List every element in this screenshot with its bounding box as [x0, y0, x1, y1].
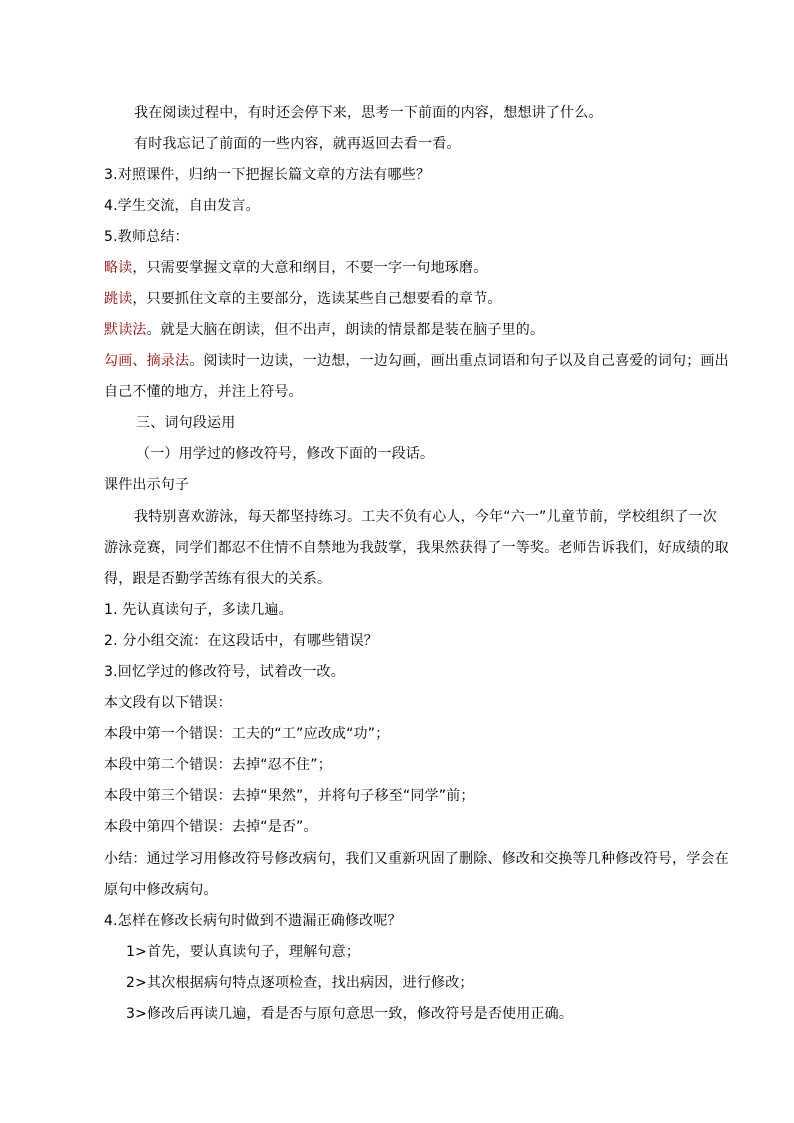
tip-2: 2>其次根据病句特点逐项检查，找出病因，进行修改； — [126, 975, 474, 991]
errors-intro: 本文段有以下错误： — [104, 695, 232, 711]
courseware-sentence-label: 课件出示句子 — [104, 477, 190, 493]
method-jump-read — [104, 290, 722, 308]
method-silent-read-term: 默读法 — [104, 322, 147, 338]
paragraph-reading-return: 有时我忘记了前面的一些内容，就再返回去看一看。 — [134, 136, 461, 152]
method-jump-read-term: 跳读 — [104, 291, 133, 307]
subsection-heading-revision-marks: （一）用学过的修改符号，修改下面的一段话。 — [136, 446, 435, 462]
method-skim — [104, 259, 722, 277]
exercise-step-1: 1. 先认真读句子，多读几遍。 — [104, 602, 293, 618]
long-sentence-question: 4.怎样在修改长病句时做到不遗漏正确修改呢？ — [104, 913, 402, 929]
exercise-passage-line-3: 得，跟是否勤学苦练有很大的关系。 — [104, 571, 332, 587]
method-skim-desc: ，只需要掌握文章的大意和纲目，不要一字一句地琢磨。 — [132, 260, 488, 276]
method-annotate — [104, 352, 729, 370]
error-2: 本段中第二个错误：去掉“忍不住”； — [104, 757, 332, 773]
tip-1: 1>首先，要认真读句子，理解句意； — [126, 944, 361, 960]
method-skim-term: 略读 — [104, 260, 133, 276]
step-5-teacher-summary: 5.教师总结： — [104, 229, 189, 245]
method-silent-read-desc: 。就是大脑在朗读，但不出声，朗读的情景都是装在脑子里的。 — [146, 322, 545, 338]
method-silent-read — [104, 321, 722, 339]
method-annotate-term: 勾画、摘录法 — [104, 353, 190, 369]
tip-3: 3>修改后再读几遍，看是否与原句意思一致，修改符号是否使用正确。 — [126, 1006, 574, 1022]
method-jump-read-desc: ，只要抓住文章的主要部分，选读某些自己想要看的章节。 — [132, 291, 502, 307]
step-4-student-exchange: 4.学生交流，自由发言。 — [104, 198, 260, 214]
section-heading-word-sentence-usage: 三、词句段运用 — [136, 415, 236, 431]
method-annotate-desc: 。阅读时一边读，一边想，一边勾画，画出重点词语和句子以及自己喜爱的词句；画出 — [189, 353, 729, 369]
exercise-passage-line-1: 我特别喜欢游泳，每天都坚持练习。工夫不负有心人，今年“六一”儿童节前，学校组织了一次 — [134, 509, 717, 525]
exercise-step-2: 2. 分小组交流：在这段话中，有哪些错误？ — [104, 633, 379, 649]
error-4: 本段中第四个错误：去掉“是否”。 — [104, 819, 318, 835]
method-annotate-continued: 自己不懂的地方，并注上符号。 — [104, 384, 303, 400]
paragraph-reading-pause: 我在阅读过程中，有时还会停下来，思考一下前面的内容，想想讲了什么。 — [134, 105, 603, 121]
step-3-compare-courseware: 3.对照课件，归纳一下把握长篇文章的方法有哪些？ — [104, 167, 431, 183]
error-3: 本段中第三个错误：去掉“果然”，并将句子移至“同学”前； — [104, 788, 475, 804]
exercise-step-3: 3.回忆学过的修改符号，试着改一改。 — [104, 664, 345, 680]
error-1: 本段中第一个错误：工夫的“工”应改成“功”； — [104, 726, 390, 742]
summary-line-2: 原句中修改病句。 — [104, 882, 218, 898]
summary-line-1: 小结：通过学习用修改符号修改病句，我们又重新巩固了删除、修改和交换等几种修改符号，学会在 — [104, 851, 729, 867]
exercise-passage-line-2: 游泳竞赛，同学们都忍不住情不自禁地为我鼓掌，我果然获得了一等奖。老师告诉我们，好成绩的取 — [104, 540, 729, 556]
